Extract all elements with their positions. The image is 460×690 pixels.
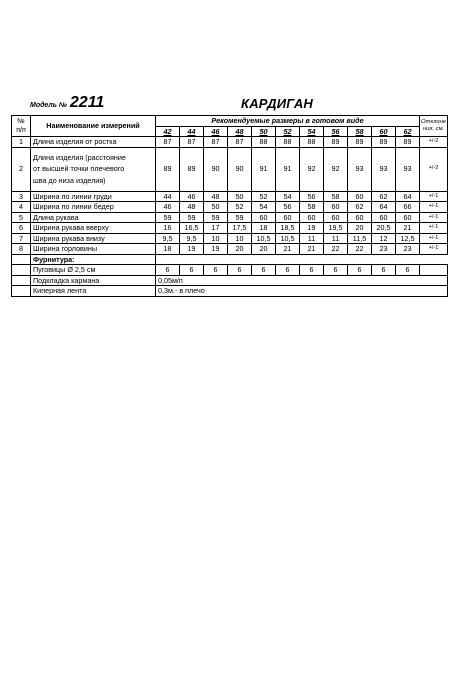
furniture-row (12, 254, 448, 265)
value-cell: 46 (180, 191, 204, 202)
size-header-cell: 58 (348, 126, 372, 137)
value-cell: 89 (156, 147, 180, 191)
value-cell: 52 (252, 191, 276, 202)
size-header-cell: 62 (396, 126, 420, 137)
value-cell: 6 (396, 265, 420, 276)
measurement-name: Длина изделия от ростка (31, 137, 156, 148)
value-cell: 17,5 (228, 223, 252, 234)
value-cell: 60 (372, 212, 396, 223)
tolerance-cell: +/-2 (420, 137, 448, 148)
size-header-cell: 56 (324, 126, 348, 137)
value-cell: 56 (276, 202, 300, 213)
name-header: Наименование измерений (31, 116, 156, 137)
num-header: № п/п (12, 116, 31, 137)
value-cell: 90 (204, 147, 228, 191)
value-cell: 59 (204, 212, 228, 223)
empty-cell (12, 254, 31, 265)
value-cell: 60 (348, 191, 372, 202)
value-cell: 19 (204, 244, 228, 255)
table-row (12, 147, 448, 191)
value-cell: 6 (156, 265, 180, 276)
value-cell: 88 (276, 137, 300, 148)
row-number: 1 (12, 137, 31, 148)
value-cell: 6 (300, 265, 324, 276)
tape-row (12, 286, 448, 297)
tolerance-cell: +/-1 (420, 244, 448, 255)
value-cell: 91 (276, 147, 300, 191)
value-cell: 11 (300, 233, 324, 244)
measurement-name: Ширина по линии бедер (31, 202, 156, 213)
table-row (12, 137, 448, 148)
value-cell: 54 (276, 191, 300, 202)
value-cell: 10 (204, 233, 228, 244)
value-cell: 90 (228, 147, 252, 191)
value-cell: 59 (180, 212, 204, 223)
value-cell: 66 (396, 202, 420, 213)
value-cell: 11,5 (348, 233, 372, 244)
value-cell: 22 (348, 244, 372, 255)
value-cell: 58 (300, 202, 324, 213)
buttons-name: Пуговицы Ø 2,5 см (31, 265, 156, 276)
size-header-cell: 46 (204, 126, 228, 137)
value-cell: 16,5 (180, 223, 204, 234)
value-cell: 21 (300, 244, 324, 255)
furniture-label: Фурнитура: (31, 254, 156, 265)
value-cell: 93 (396, 147, 420, 191)
value-cell: 88 (300, 137, 324, 148)
value-cell: 20 (348, 223, 372, 234)
size-header-cell: 52 (276, 126, 300, 137)
value-cell: 89 (348, 137, 372, 148)
value-cell: 6 (228, 265, 252, 276)
value-cell: 23 (372, 244, 396, 255)
value-cell: 10,5 (276, 233, 300, 244)
row-number: 5 (12, 212, 31, 223)
model-number: 2211 (69, 94, 105, 111)
value-cell: 6 (276, 265, 300, 276)
pocket-row (12, 275, 448, 286)
value-cell: 18 (252, 223, 276, 234)
value-cell: 12,5 (396, 233, 420, 244)
value-cell: 12 (372, 233, 396, 244)
value-cell: 60 (396, 212, 420, 223)
empty-cell (12, 265, 31, 276)
value-cell: 50 (228, 191, 252, 202)
value-cell: 20,5 (372, 223, 396, 234)
value-cell: 46 (156, 202, 180, 213)
value-cell: 62 (348, 202, 372, 213)
value-cell: 87 (204, 137, 228, 148)
table-row (12, 244, 448, 255)
tolerance-header: Отклоне ния, см. (420, 116, 448, 137)
tolerance-cell: +/-2 (420, 147, 448, 191)
tape-name: Киперная лента (31, 286, 156, 297)
value-cell: 60 (252, 212, 276, 223)
tolerance-cell: +/-1 (420, 212, 448, 223)
value-cell: 10 (228, 233, 252, 244)
pocket-value: 0,05м/п (156, 275, 448, 286)
tape-value: 0,3м.- в плечо (156, 286, 448, 297)
tolerance-cell: +/-1 (420, 202, 448, 213)
row-number: 8 (12, 244, 31, 255)
size-header-cell: 50 (252, 126, 276, 137)
value-cell: 87 (228, 137, 252, 148)
value-cell: 50 (204, 202, 228, 213)
row-number: 4 (12, 202, 31, 213)
value-cell: 64 (372, 202, 396, 213)
model-label: Модель № 2211 (30, 94, 105, 111)
measurement-name-line: шва до низа изделия) (33, 175, 106, 185)
tolerance-cell: +/-1 (420, 191, 448, 202)
value-cell: 62 (372, 191, 396, 202)
value-cell: 10,5 (252, 233, 276, 244)
measurement-name: Ширина рукава внизу (31, 233, 156, 244)
value-cell: 11 (324, 233, 348, 244)
table-row (12, 223, 448, 234)
value-cell: 52 (228, 202, 252, 213)
measurement-name: Ширина рукава вверху (31, 223, 156, 234)
header-row-1 (12, 116, 448, 127)
value-cell: 60 (276, 212, 300, 223)
buttons-row (12, 265, 448, 276)
value-cell: 89 (180, 147, 204, 191)
table-row (12, 202, 448, 213)
value-cell: 59 (156, 212, 180, 223)
value-cell: 93 (348, 147, 372, 191)
value-cell: 19,5 (324, 223, 348, 234)
value-cell: 22 (324, 244, 348, 255)
row-number: 2 (12, 147, 31, 191)
value-cell: 92 (324, 147, 348, 191)
empty-cell (420, 265, 448, 276)
row-number: 6 (12, 223, 31, 234)
value-cell: 87 (156, 137, 180, 148)
size-header-cell: 42 (156, 126, 180, 137)
value-cell: 89 (372, 137, 396, 148)
value-cell: 44 (156, 191, 180, 202)
value-cell: 64 (396, 191, 420, 202)
value-cell: 19 (180, 244, 204, 255)
value-cell: 6 (372, 265, 396, 276)
value-cell: 17 (204, 223, 228, 234)
tolerance-cell: +/-1 (420, 233, 448, 244)
measurement-name: Ширина горловины (31, 244, 156, 255)
value-cell: 21 (396, 223, 420, 234)
value-cell: 56 (300, 191, 324, 202)
value-cell: 16 (156, 223, 180, 234)
value-cell: 48 (180, 202, 204, 213)
value-cell: 6 (180, 265, 204, 276)
value-cell: 9,5 (156, 233, 180, 244)
value-cell: 91 (252, 147, 276, 191)
measurements-table (11, 115, 448, 297)
empty-cell (12, 275, 31, 286)
empty-cell (12, 286, 31, 297)
value-cell: 59 (228, 212, 252, 223)
value-cell: 6 (252, 265, 276, 276)
value-cell: 60 (324, 202, 348, 213)
value-cell: 88 (252, 137, 276, 148)
value-cell: 6 (348, 265, 372, 276)
value-cell: 92 (300, 147, 324, 191)
size-header-cell: 60 (372, 126, 396, 137)
value-cell: 20 (252, 244, 276, 255)
empty-cell (156, 254, 448, 265)
table-row (12, 191, 448, 202)
value-cell: 58 (324, 191, 348, 202)
value-cell: 89 (396, 137, 420, 148)
value-cell: 19 (300, 223, 324, 234)
value-cell: 6 (204, 265, 228, 276)
value-cell: 20 (228, 244, 252, 255)
value-cell: 54 (252, 202, 276, 213)
size-header-cell: 48 (228, 126, 252, 137)
value-cell: 60 (300, 212, 324, 223)
value-cell: 21 (276, 244, 300, 255)
measurement-name-line: от высшей точки плечевого (33, 164, 125, 174)
value-cell: 60 (324, 212, 348, 223)
tolerance-cell: +/-1 (420, 223, 448, 234)
table-row (12, 233, 448, 244)
value-cell: 89 (324, 137, 348, 148)
value-cell: 23 (396, 244, 420, 255)
sizes-header: Рекомендуемые размеры в готовом виде (156, 116, 420, 127)
measurement-name: Ширина по линии груди (31, 191, 156, 202)
value-cell: 48 (204, 191, 228, 202)
row-number: 3 (12, 191, 31, 202)
value-cell: 93 (372, 147, 396, 191)
measurement-name: Длина рукава (31, 212, 156, 223)
value-cell: 87 (180, 137, 204, 148)
row-number: 7 (12, 233, 31, 244)
value-cell: 18 (156, 244, 180, 255)
value-cell: 6 (324, 265, 348, 276)
value-cell: 9,5 (180, 233, 204, 244)
size-header-cell: 44 (180, 126, 204, 137)
measurement-name-line: Длина изделия (расстояние (33, 153, 126, 163)
pocket-name: Подкладка кармана (31, 275, 156, 286)
value-cell: 18,5 (276, 223, 300, 234)
size-header-cell: 54 (300, 126, 324, 137)
table-row (12, 212, 448, 223)
measurement-name (31, 147, 156, 191)
document-title: КАРДИГАН (241, 96, 313, 111)
value-cell: 60 (348, 212, 372, 223)
